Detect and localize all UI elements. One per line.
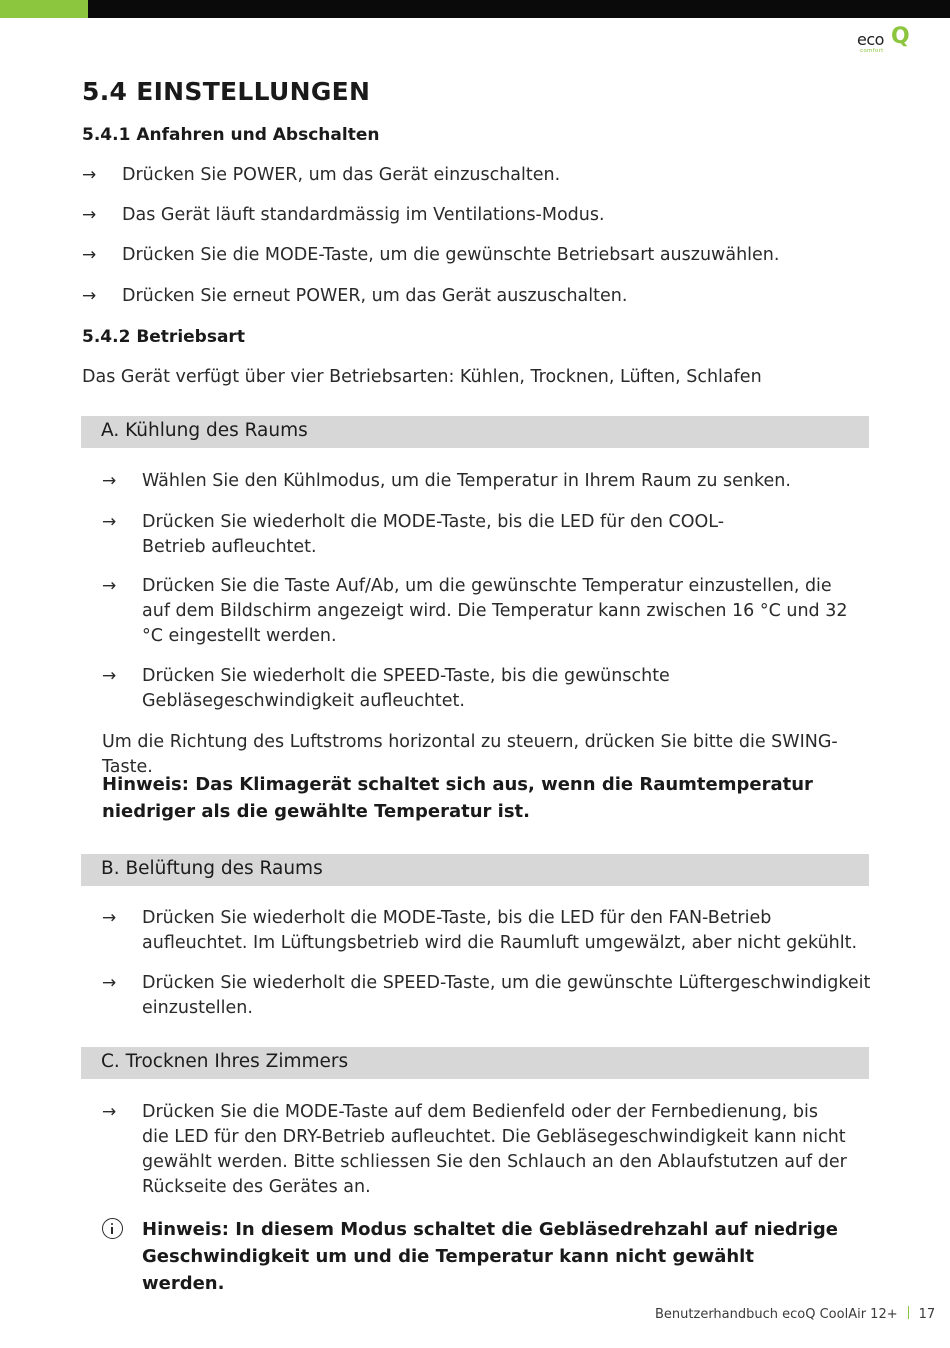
arrow-right-icon: → bbox=[82, 286, 97, 306]
section-bar-cooling bbox=[81, 416, 869, 448]
list-item: → Drücken Sie die MODE-Taste auf dem Bedienfeld oder der Fernbedienung, bis die LED für den DRY-Betrieb aufleuchtet. Die Gebläsegeschwindigkeit kann nicht gewählt werden. Bitte schliessen Sie den Schlauch an den Ablaufstutzen auf der Rückseite des Gerätes an. bbox=[102, 1102, 847, 1197]
list-item: → Drücken Sie erneut POWER, um das Gerät auszuschalten. bbox=[82, 284, 872, 309]
top-bar-accent bbox=[0, 0, 88, 18]
info-icon bbox=[102, 1218, 123, 1239]
arrow-right-icon: → bbox=[82, 205, 97, 225]
section-heading-541: 5.4.1 Anfahren und Abschalten bbox=[82, 125, 380, 145]
list-item: → Drücken Sie die MODE-Taste, um die gewünschte Betriebsart auszuwählen. bbox=[82, 243, 872, 268]
top-bar bbox=[0, 0, 950, 18]
arrow-right-icon: → bbox=[102, 1102, 117, 1122]
section-title: A. Kühlung des Raums bbox=[101, 420, 308, 441]
section-title: B. Belüftung des Raums bbox=[101, 858, 323, 879]
logo-text: eco bbox=[857, 30, 884, 49]
swing-instruction: Um die Richtung des Luftstroms horizontal zu steuern, drücken Sie bitte die SWING-Taste. bbox=[102, 732, 838, 777]
list-item: → Drücken Sie wiederholt die SPEED-Taste, bis die gewünschte Gebläsegeschwindigkeit aufleuchtet. bbox=[102, 666, 670, 711]
list-item: → Drücken Sie wiederholt die MODE-Taste, bis die LED für den FAN-Betrieb aufleuchtet. Im Lüftungsbetrieb wird die Raumluft umgewälzt, aber nicht gekühlt. bbox=[102, 908, 858, 953]
note-label: Hinweis: bbox=[142, 1219, 229, 1240]
section-intro: Das Gerät verfügt über vier Betriebsarten: Kühlen, Trocknen, Lüften, Schlafen bbox=[82, 367, 762, 387]
arrow-right-icon: → bbox=[82, 245, 97, 265]
list-item: → Drücken Sie die Taste Auf/Ab, um die gewünschte Temperatur einzustellen, die auf dem Bildschirm angezeigt wird. Die Temperatur kann zwischen 16 °C und 32 °C eingestellt werden. bbox=[102, 576, 848, 646]
list-item: → Wählen Sie den Kühlmodus, um die Temperatur in Ihrem Raum zu senken. bbox=[102, 469, 872, 494]
section-title: C. Trocknen Ihres Zimmers bbox=[101, 1051, 349, 1072]
note-text: Das Klimagerät schaltet sich aus, wenn die Raumtemperatur niedriger als die gewählte Temperatur ist. bbox=[102, 774, 813, 822]
list-item: → Drücken Sie POWER, um das Gerät einzuschalten. bbox=[82, 163, 872, 188]
section-bar-drying bbox=[81, 1047, 869, 1079]
drying-note bbox=[142, 1216, 842, 1297]
arrow-right-icon: → bbox=[102, 908, 117, 928]
list-item: → Das Gerät läuft standardmässig im Ventilations-Modus. bbox=[82, 203, 872, 228]
arrow-right-icon: → bbox=[102, 973, 117, 993]
arrow-right-icon: → bbox=[102, 512, 117, 532]
logo-subtext: comfort bbox=[860, 48, 884, 54]
arrow-right-icon: → bbox=[82, 165, 97, 185]
section-bar-ventilation bbox=[81, 854, 869, 886]
note-label: Hinweis: bbox=[102, 774, 189, 795]
note-text: In diesem Modus schaltet die Gebläsedrehzahl auf niedrige Geschwindigkeit um und die Temperatur kann nicht gewählt werden. bbox=[142, 1219, 838, 1294]
list-item: → Drücken Sie wiederholt die SPEED-Taste, um die gewünschte Lüftergeschwindigkeit einzustellen. bbox=[102, 973, 871, 1018]
footer-doc-title: Benutzerhandbuch ecoQ CoolAir 12+ bbox=[655, 1307, 898, 1322]
section-heading-542: 5.4.2 Betriebsart bbox=[82, 327, 245, 347]
ecoq-logo bbox=[854, 26, 918, 56]
arrow-right-icon: → bbox=[102, 576, 117, 596]
page-footer bbox=[655, 1306, 935, 1322]
footer-separator bbox=[908, 1306, 909, 1319]
arrow-right-icon: → bbox=[102, 471, 117, 491]
logo-q: Q bbox=[891, 24, 910, 49]
page-number: 17 bbox=[918, 1307, 936, 1322]
cooling-note bbox=[102, 771, 872, 825]
page-title: 5.4 EINSTELLUNGEN bbox=[82, 77, 371, 106]
list-item: → Drücken Sie wiederholt die MODE-Taste, bis die LED für den COOL-Betrieb aufleuchtet. bbox=[102, 512, 725, 557]
arrow-right-icon: → bbox=[102, 666, 117, 686]
